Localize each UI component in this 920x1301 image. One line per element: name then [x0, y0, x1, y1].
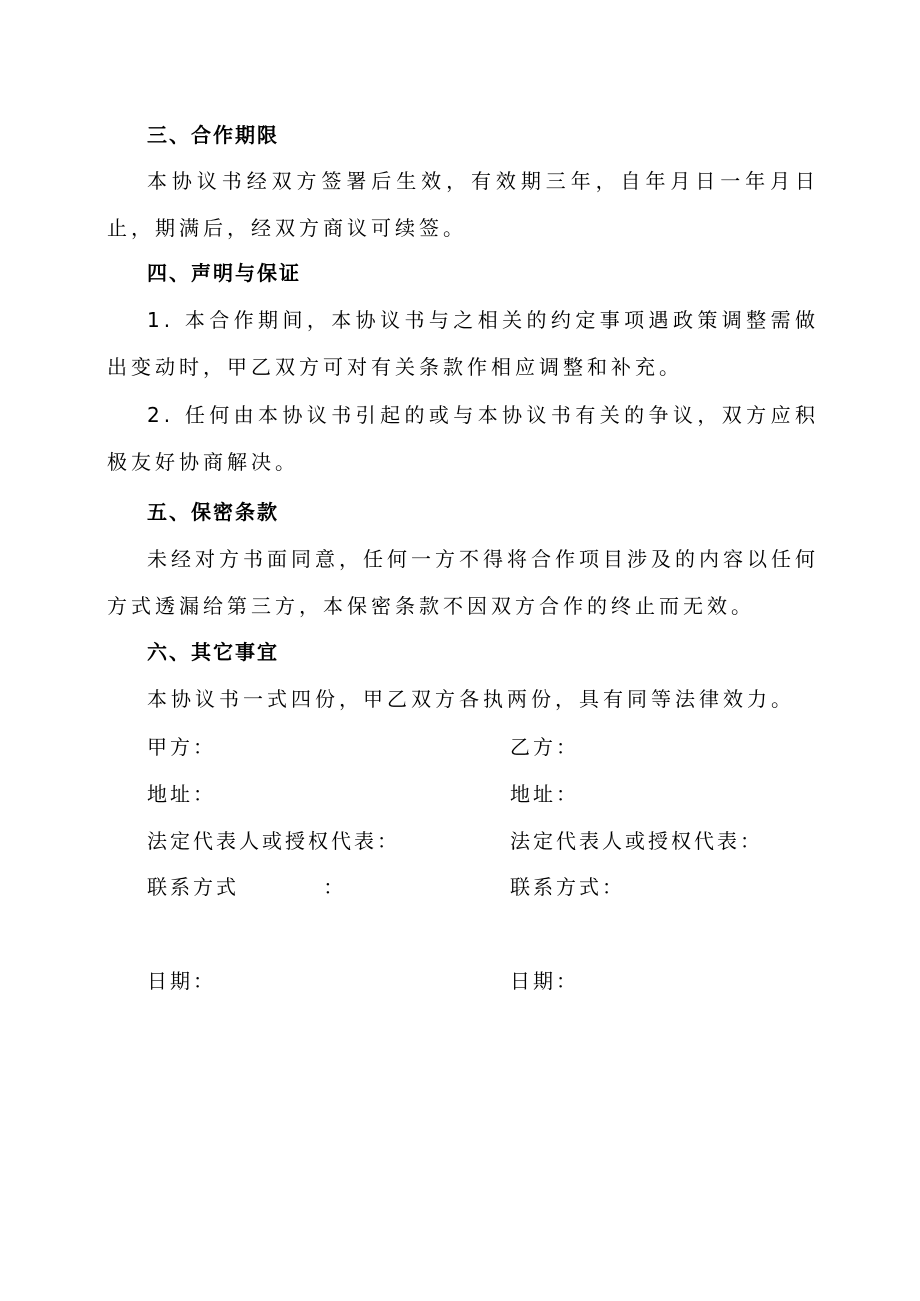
party-a-date-label: 日期： [147, 969, 216, 993]
paragraph-declaration-1: 1. 本合作期间，本协议书与之相关的约定事项遇政策调整需做出变动时，甲乙双方可对有关条款作相应调整和补充。 [107, 308, 819, 379]
section-heading-declaration: 四、声明与保证 [147, 261, 301, 285]
party-b-contact-label: 联系方式： [510, 875, 625, 899]
paragraph-confidentiality: 未经对方书面同意，任何一方不得将合作项目涉及的内容以任何方式透漏给第三方，本保密条款不因双方合作的终止而无效。 [107, 547, 819, 618]
party-b-date-label: 日期： [510, 969, 579, 993]
party-b-address-label: 地址： [510, 782, 579, 806]
section-heading-confidentiality: 五、保密条款 [147, 500, 279, 524]
party-b-label: 乙方： [510, 735, 579, 759]
party-a-address-label: 地址： [147, 782, 216, 806]
section-heading-other: 六、其它事宜 [147, 640, 279, 664]
party-a-label: 甲方： [147, 735, 216, 759]
paragraph-declaration-2: 2. 任何由本协议书引起的或与本协议书有关的争议，双方应积极友好协商解决。 [107, 403, 819, 474]
section-heading-term: 三、合作期限 [147, 123, 279, 147]
party-a-representative-label: 法定代表人或授权代表： [147, 829, 400, 853]
paragraph-other: 本协议书一式四份，甲乙双方各执两份，具有同等法律效力。 [147, 687, 795, 711]
party-a-contact-label: 联系方式 ： [147, 875, 347, 899]
party-b-representative-label: 法定代表人或授权代表： [510, 829, 763, 853]
paragraph-term: 本协议书经双方签署后生效，有效期三年，自年月日一年月日止，期满后，经双方商议可续签。 [107, 169, 819, 240]
